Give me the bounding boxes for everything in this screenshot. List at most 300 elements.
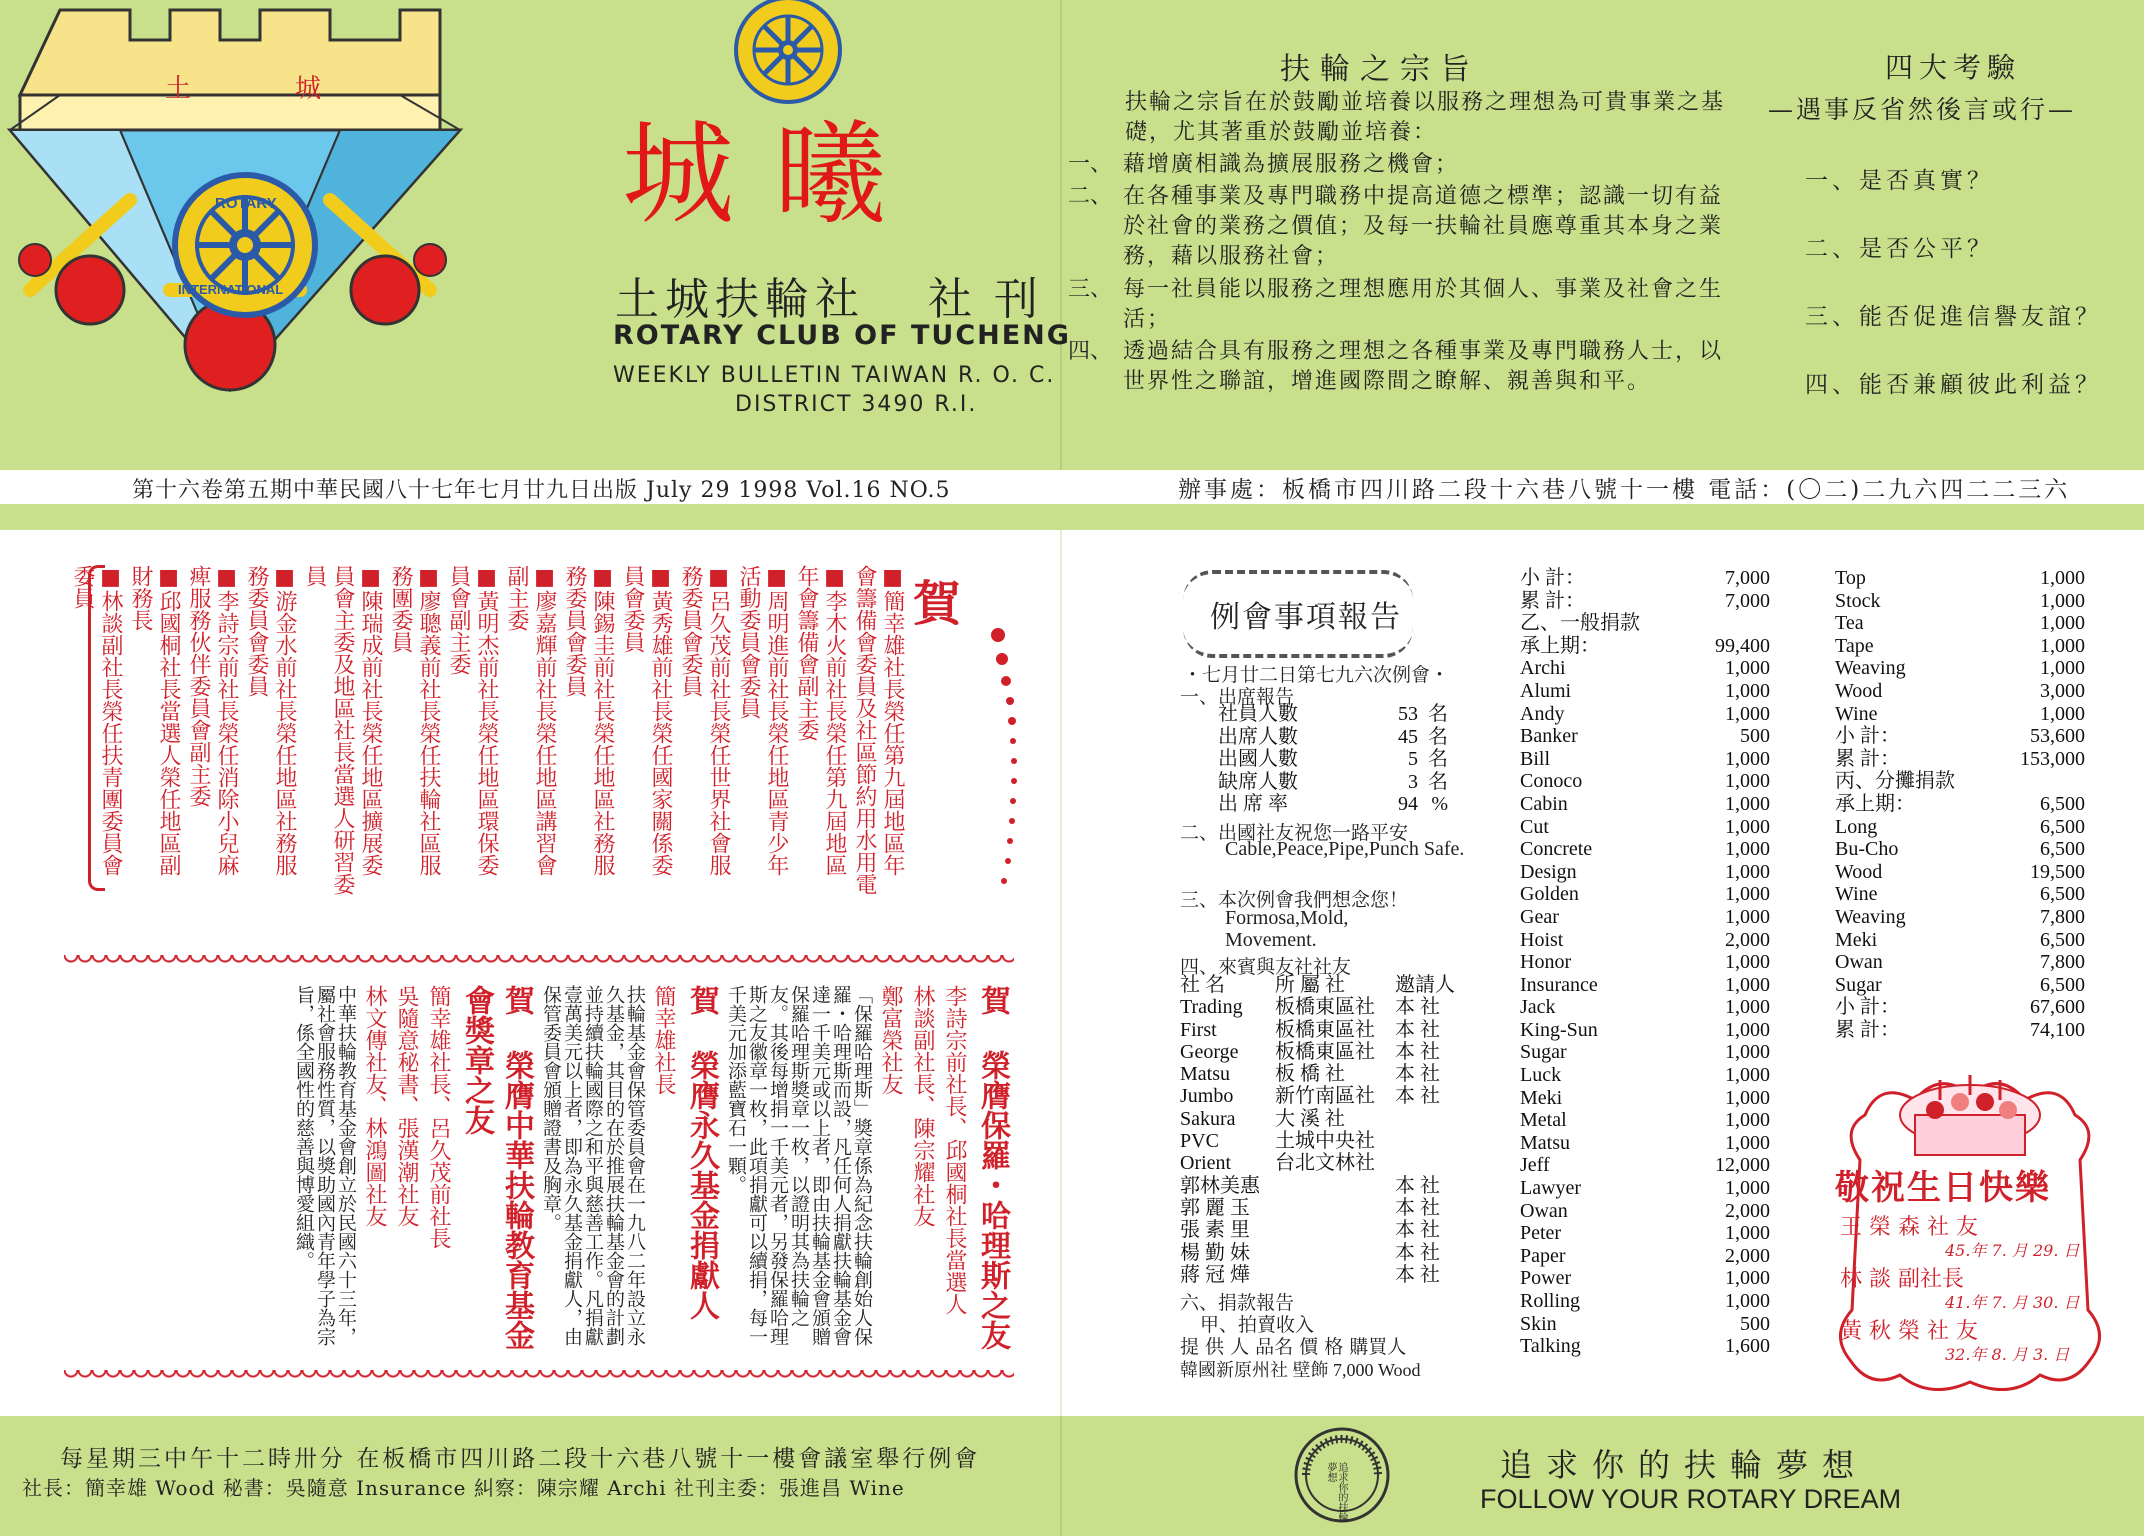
education-fund-title: 賀 榮膺中華扶輪教育基金會獎章之友 — [459, 985, 534, 1350]
donation-name: Tape — [1835, 634, 1874, 657]
attendance-unit: 名 — [1428, 770, 1448, 793]
donation-report-heading: 六、捐款報告 — [1180, 1292, 1295, 1314]
footer-seal-text: 追求你的扶輪夢想 — [1325, 1462, 1347, 1522]
auction-row: 韓國新原州社 壁飾 7,000 Wood — [1180, 1360, 1421, 1380]
rotary-wheel-icon — [728, 0, 848, 112]
donation-row — [1520, 861, 1770, 884]
attendance-label: 缺席人數 — [1218, 770, 1298, 793]
guest-row — [1180, 1152, 1455, 1174]
donation-name: Talking — [1520, 1335, 1581, 1358]
attendance-unit: 名 — [1428, 748, 1448, 771]
donation-row — [1520, 1177, 1770, 1200]
donation-name: Paper — [1520, 1244, 1566, 1267]
donation-name: 累 計： — [1835, 1018, 1900, 1041]
donation-name: Meki — [1835, 928, 1878, 951]
masthead-title: 城曦 — [622, 110, 926, 240]
attendance-table — [1218, 703, 1448, 816]
donation-row — [1835, 703, 2085, 726]
donation-amount: 1,600 — [1725, 1335, 1770, 1358]
donation-row — [1520, 657, 1770, 680]
attendance-unit: 名 — [1428, 703, 1448, 725]
attendance-label: 社員人數 — [1218, 703, 1298, 725]
paul-harris-title: 賀 榮膺保羅・哈理斯之友 — [975, 985, 1010, 1350]
donation-row — [1520, 929, 1770, 952]
object-item-3 — [1068, 275, 1728, 335]
donation-amount: 2,000 — [1725, 1244, 1770, 1267]
attendance-value: 5 — [1408, 748, 1418, 771]
guest-inviter: 本 社 — [1395, 1241, 1440, 1264]
donation-amount: 1,000 — [1725, 657, 1770, 680]
donation-amount: 99,400 — [1715, 634, 1770, 657]
donation-row — [1520, 1064, 1770, 1087]
donation-name: Stock — [1835, 589, 1881, 612]
object-item-text: 在各種事業及專門職務中提高道德之標準；認識一切有益於社會的業務之價值；及每一扶輪社員應尊重其本身之業務，藉以服務社會； — [1123, 184, 1724, 269]
guests-heading: 四、來賓與友社社友 — [1180, 956, 1352, 978]
donation-row — [1520, 635, 1770, 658]
donation-name: King-Sun — [1520, 1018, 1598, 1041]
guest-name: 郭林美惠 — [1180, 1174, 1260, 1197]
donation-row — [1520, 1200, 1770, 1223]
guest-club: 板橋東區社 — [1275, 1040, 1375, 1063]
issue-bar-left-text: 第十六卷第五期中華民國八十七年七月廿九日出版 July 29 1998 Vol.16 NO.5 — [132, 478, 951, 503]
donation-name: Archi — [1520, 657, 1566, 680]
donation-amount: 500 — [1740, 1312, 1770, 1335]
donation-row — [1520, 1019, 1770, 1042]
footer-fold — [1060, 1416, 1062, 1536]
congrats-title: 賀 — [913, 576, 962, 632]
donation-name: Wood — [1835, 860, 1883, 883]
donation-amount: 2,000 — [1725, 1199, 1770, 1222]
paul-harris-names: 李詩宗前社長、邱國桐社長當選人 — [942, 985, 967, 1315]
object-item-2 — [1068, 182, 1728, 272]
guest-name: Trading — [1180, 996, 1243, 1019]
issue-bar-right-text: 辦事處：板橋市四川路二段十六巷八號十一樓 電話：(〇二)二九六四二二三六 — [1178, 477, 2071, 503]
donation-amount: 1,000 — [1725, 747, 1770, 770]
attendance-heading: 一、出席報告 — [1180, 686, 1295, 708]
donation-row — [1835, 612, 2085, 635]
four-way-test-item-4: 四、能否兼顧彼此利益？ — [1805, 372, 2102, 398]
guests-col-name: 社 名 — [1180, 974, 1225, 996]
paul-harris-names-3: 鄭富榮社友 — [878, 985, 903, 1095]
scallop-border-bottom — [64, 1370, 1014, 1384]
attendance-value: 94 — [1398, 793, 1418, 816]
donation-amount: 1,000 — [1725, 860, 1770, 883]
donation-amount: 1,000 — [1725, 679, 1770, 702]
guest-name: First — [1180, 1018, 1217, 1041]
congrats-bottom-area — [92, 985, 1012, 1360]
guest-club — [1275, 1175, 1395, 1197]
donation-row — [1520, 1267, 1770, 1290]
donation-amount: 1,000 — [1725, 1018, 1770, 1041]
donation-name: 承上期： — [1520, 634, 1600, 657]
object-item-num: 一、 — [1068, 152, 1113, 177]
donation-amount: 1,000 — [1725, 1109, 1770, 1132]
club-name-en: ROTARY CLUB OF TUCHENG — [613, 320, 1071, 351]
donation-name: Bu-Cho — [1835, 838, 1899, 861]
issue-bar-bottom-strip — [0, 504, 2144, 530]
congrats-line: ■廖嘉輝前社長榮任地區講習會副主委 — [504, 565, 557, 876]
four-way-test-heading: 四大考驗 — [1885, 51, 2022, 84]
center-fold — [1060, 530, 1062, 1416]
birthday-date-2: 41.年 7. 月 30. 日 — [1945, 1293, 2080, 1312]
donation-name: Banker — [1520, 725, 1578, 748]
congrats-top-box — [70, 555, 1013, 905]
birthday-name-3: 黃 秋 榮 社 友 — [1840, 1319, 1978, 1344]
donation-row — [1835, 635, 2085, 658]
guest-club: 大 溪 社 — [1275, 1107, 1345, 1130]
guest-name: Matsu — [1180, 1063, 1230, 1086]
guest-inviter: 本 社 — [1395, 1196, 1440, 1219]
education-fund-body: 中華扶輪教育基金會創立於民國六十三年，屬社會服務性質，以獎助國內青年學子為宗旨，係全國性的慈善與博愛組織。 — [293, 985, 357, 1346]
object-item-text: 每一社員能以服務之理想應用於其個人、事業及社會之生活； — [1123, 277, 1724, 332]
donation-row — [1520, 1245, 1770, 1268]
bulletin-line-2: DISTRICT 3490 R.I. — [735, 392, 978, 417]
castle-text-right: 城 — [295, 74, 322, 104]
donation-name: Concrete — [1520, 838, 1593, 861]
donation-amount: 6,500 — [2040, 883, 2085, 906]
donation-row — [1835, 793, 2085, 816]
donation-name: 乙、一般捐款 — [1520, 612, 1640, 635]
donation-amount: 1,000 — [1725, 905, 1770, 928]
donation-amount: 6,500 — [2040, 815, 2085, 838]
donation-row — [1520, 1132, 1770, 1155]
guest-club: 板 橋 社 — [1275, 1063, 1345, 1086]
donation-amount: 2,000 — [1725, 928, 1770, 951]
object-item-num: 三、 — [1068, 277, 1113, 302]
absent-names: Formosa,Mold, Movement. — [1225, 907, 1349, 951]
guest-row — [1180, 1197, 1455, 1219]
guest-name: Sakura — [1180, 1107, 1236, 1130]
guest-club — [1275, 1242, 1395, 1264]
guest-inviter: 本 社 — [1395, 1085, 1440, 1108]
donation-row — [1520, 816, 1770, 839]
guest-club: 板橋東區社 — [1275, 1018, 1375, 1041]
guests-table — [1180, 974, 1455, 1286]
auction-header: 提 供 人 品名 價 格 購買人 — [1180, 1336, 1407, 1358]
donation-amount: 1,000 — [1725, 770, 1770, 793]
guest-row — [1180, 1085, 1455, 1107]
guest-name: 蔣 冠 燁 — [1180, 1263, 1250, 1286]
attendance-label: 出席人數 — [1218, 725, 1298, 748]
donation-amount: 1,000 — [1725, 1041, 1770, 1064]
guests-col-inviter: 邀請人 — [1395, 974, 1455, 996]
donation-name: 小 計： — [1835, 996, 1900, 1019]
donation-amount: 1,000 — [2040, 612, 2085, 635]
donation-row — [1835, 590, 2085, 613]
attendance-row — [1218, 771, 1448, 794]
top-banner-fold — [1060, 0, 1062, 470]
castle-text-left: 土 — [165, 74, 192, 104]
guest-inviter: 本 社 — [1395, 1040, 1440, 1063]
donation-name: Meki — [1520, 1086, 1563, 1109]
guest-row — [1180, 1130, 1455, 1152]
donation-row — [1520, 1313, 1770, 1336]
footer-meeting-info: 每星期三中午十二時卅分 在板橋市四川路二段十六巷八號十一樓會議室舉行例會 — [60, 1446, 981, 1472]
donation-row — [1520, 1041, 1770, 1064]
donation-name: Metal — [1520, 1109, 1567, 1132]
congrats-line: ■邱國桐社長當選人榮任地區副財務長 — [128, 565, 181, 876]
donation-name: 累 計： — [1520, 589, 1585, 612]
guest-name: PVC — [1180, 1130, 1219, 1153]
attendance-row — [1218, 748, 1448, 771]
donation-amount: 1,000 — [1725, 996, 1770, 1019]
bulletin-line-1: WEEKLY BULLETIN TAIWAN R. O. C. — [613, 363, 1056, 388]
guest-name: George — [1180, 1040, 1239, 1063]
donation-name: Lawyer — [1520, 1177, 1582, 1200]
guests-header-row — [1180, 974, 1455, 996]
donation-amount: 1,000 — [1725, 838, 1770, 861]
donation-name: Gear — [1520, 905, 1559, 928]
donation-amount: 1,000 — [2040, 702, 2085, 725]
object-heading: 扶輪之宗旨 — [1280, 52, 1480, 87]
congrats-line: ■周明進前社長榮任地區青少年活動委員會委員 — [736, 565, 789, 876]
guest-inviter: 本 社 — [1395, 1174, 1440, 1197]
donation-amount: 1,000 — [1725, 815, 1770, 838]
donation-row — [1520, 590, 1770, 613]
donation-name: Cabin — [1520, 792, 1568, 815]
donations-right-table — [1835, 567, 2085, 1041]
donation-amount: 1,000 — [1725, 1267, 1770, 1290]
guest-name: Orient — [1180, 1152, 1232, 1175]
donation-name: Jeff — [1520, 1154, 1550, 1177]
attendance-row — [1218, 793, 1448, 816]
donation-name: Wine — [1835, 883, 1878, 906]
congrats-line: ■陳錫圭前社長榮任地區社務服務委員會委員 — [562, 565, 615, 876]
donation-row — [1835, 861, 2085, 884]
object-item-num: 二、 — [1068, 184, 1113, 209]
donation-row — [1835, 770, 2085, 793]
donation-name: Tea — [1835, 612, 1864, 635]
donation-row — [1520, 906, 1770, 929]
donation-name: Top — [1835, 567, 1866, 589]
donations-mid-table — [1520, 567, 1770, 1358]
guest-name: 楊 勤 妹 — [1180, 1241, 1250, 1264]
donation-amount: 7,000 — [1725, 567, 1770, 589]
four-way-test-item-2: 二、是否公平？ — [1805, 236, 1994, 262]
birthday-title: 敬祝生日快樂 — [1835, 1168, 2051, 1208]
donation-row — [1835, 951, 2085, 974]
donation-amount: 67,600 — [2030, 996, 2085, 1019]
object-item-4 — [1068, 337, 1728, 397]
donation-row — [1835, 680, 2085, 703]
donation-amount: 7,800 — [2040, 905, 2085, 928]
guest-club — [1275, 1219, 1395, 1241]
donation-name: Rolling — [1520, 1290, 1581, 1312]
donation-amount: 74,100 — [2030, 1018, 2085, 1041]
donation-amount: 1,000 — [1725, 951, 1770, 974]
donation-amount: 1,000 — [1725, 883, 1770, 906]
donation-row — [1835, 838, 2085, 861]
donation-amount: 1,000 — [1725, 702, 1770, 725]
congrats-line: ■簡幸雄社長榮任第九屆地區年會籌備會委員及社區節約用水用電 — [852, 565, 905, 895]
congrats-line: ■黃明杰前社長榮任地區環保委員會副主委 — [446, 565, 499, 876]
guest-inviter: 本 社 — [1395, 1263, 1440, 1286]
attendance-value: 53 — [1398, 703, 1418, 725]
abroad-names: Cable,Peace,Pipe,Punch Safe. — [1225, 838, 1465, 860]
congrats-line: ■黃秀雄前社長榮任國家關係委員會委員 — [620, 565, 673, 876]
donation-name: Owan — [1520, 1199, 1568, 1222]
object-item-1 — [1068, 150, 1728, 180]
attendance-value: 45 — [1398, 725, 1418, 748]
attendance-value: 3 — [1408, 770, 1418, 793]
meeting-line: ・七月廿二日第七九六次例會・ — [1183, 664, 1450, 686]
donation-row — [1520, 883, 1770, 906]
donation-name: Golden — [1520, 883, 1579, 906]
guest-row — [1180, 1041, 1455, 1063]
donation-row — [1835, 883, 2085, 906]
donation-row — [1520, 770, 1770, 793]
donation-row — [1835, 996, 2085, 1019]
birthday-date-1: 45.年 7. 月 29. 日 — [1945, 1241, 2080, 1260]
guest-name: 郭 麗 玉 — [1180, 1196, 1250, 1219]
donation-name: 小 計： — [1835, 725, 1900, 748]
endowment-body: 扶輪基金會保管委員會在一九八二年設立永久基金，其目的在於推展扶輪基金會的計劃並持續扶輪國際之和平與慈善工作。凡捐獻壹萬美元以上者，即為永久基金捐獻人，由保管委員會頒贈證書及胸章。 — [540, 985, 646, 1346]
congrats-line: ■陳瑞成前社長榮任地區擴展委員會主委及地區社長當選人研習委員 — [302, 565, 383, 895]
donation-name: Jack — [1520, 996, 1556, 1019]
object-item-text: 藉增廣相識為擴展服務之機會； — [1123, 152, 1460, 177]
guests-col-club: 所 屬 社 — [1275, 974, 1345, 996]
donation-row — [1520, 951, 1770, 974]
donation-row — [1520, 1222, 1770, 1245]
donation-amount: 1,000 — [1725, 792, 1770, 815]
four-way-test-item-3: 三、能否促進信譽友誼？ — [1805, 304, 2102, 330]
guest-inviter: 本 社 — [1395, 1018, 1440, 1041]
donation-name: 丙、分攤捐款 — [1835, 770, 1955, 793]
guest-row — [1180, 1063, 1455, 1085]
attendance-label: 出 席 率 — [1218, 793, 1288, 816]
scallop-border-top — [64, 955, 1014, 969]
donation-name: Cut — [1520, 815, 1549, 838]
donation-amount: 1,000 — [1725, 1177, 1770, 1200]
donation-name: Honor — [1520, 951, 1572, 974]
guest-row — [1180, 1019, 1455, 1041]
donation-row — [1520, 1290, 1770, 1313]
donation-amount: 1,000 — [1725, 1131, 1770, 1154]
donation-amount: 6,500 — [2040, 792, 2085, 815]
congrats-line: ■李木火前社長榮任第九屆地區年會籌備會副主委 — [794, 565, 847, 876]
donation-name: Long — [1835, 815, 1878, 838]
donation-name: 累 計： — [1835, 747, 1900, 770]
donation-row — [1835, 567, 2085, 590]
donation-row — [1520, 974, 1770, 997]
donation-amount: 12,000 — [1715, 1154, 1770, 1177]
guest-name: 張 素 里 — [1180, 1219, 1250, 1242]
donation-row — [1520, 793, 1770, 816]
education-fund-names-2: 吳隨意秘書、張漢潮社友 — [394, 985, 419, 1227]
donation-amount: 153,000 — [2020, 747, 2085, 770]
guest-row — [1180, 1264, 1455, 1286]
donation-name: Power — [1520, 1267, 1572, 1290]
donation-row — [1835, 1019, 2085, 1042]
donation-name: Bill — [1520, 747, 1551, 770]
paul-harris-body: 「保羅哈理斯」獎章係為紀念扶輪創始人保羅・哈理斯而設，凡任何人捐獻扶輪基金會達一千美元或以上者，即由扶輪基金會頒贈保羅哈理斯獎章一枚，以證明其為扶輪之友。其後每增捐一千美元者，另發保羅哈理斯之友徽章一枚，此項捐獻可以續捐，每一千美元加添藍寶石一顆。 — [725, 985, 873, 1346]
donation-amount: 6,500 — [2040, 928, 2085, 951]
object-item-text: 透過結合具有服務之理想之各種事業及專門職務人士，以世界性之聯誼，增進國際間之瞭解、親善與和平。 — [1123, 339, 1724, 394]
object-intro: 扶輪之宗旨在於鼓勵並培養以服務之理想為可貴事業之基礎，尤其著重於鼓勵並培養： — [1125, 90, 1726, 145]
donation-amount: 1,000 — [1725, 1222, 1770, 1245]
congrats-dots — [968, 625, 1028, 895]
guest-club: 台北文林社 — [1275, 1152, 1375, 1175]
donation-row — [1520, 748, 1770, 771]
congrats-line: ■李詩宗前社長榮任消除小兒麻痺服務伙伴委員會副主委 — [186, 565, 239, 876]
attendance-unit: 名 — [1428, 725, 1448, 748]
donation-name: Insurance — [1520, 973, 1598, 996]
donation-row — [1520, 680, 1770, 703]
donation-amount: 1,000 — [1725, 1086, 1770, 1109]
donation-name: Sugar — [1835, 973, 1882, 996]
donation-row — [1520, 703, 1770, 726]
attendance-unit: % — [1431, 793, 1448, 816]
donation-row — [1520, 1109, 1770, 1132]
guest-row — [1180, 1108, 1455, 1130]
education-fund-names: 簡幸雄社長、呂久茂前社長 — [426, 985, 451, 1249]
guest-club: 板橋東區社 — [1275, 996, 1375, 1019]
donation-row — [1520, 1335, 1770, 1358]
donation-amount: 1,000 — [2040, 657, 2085, 680]
donation-name: Hoist — [1520, 928, 1564, 951]
congrats-line: ■林談副社長榮任扶青團委員會委員 — [70, 565, 123, 876]
donation-name: Design — [1520, 860, 1577, 883]
donation-row — [1835, 906, 2085, 929]
donation-name: Weaving — [1835, 657, 1906, 680]
donation-row — [1520, 838, 1770, 861]
donation-amount: 3,000 — [2040, 679, 2085, 702]
club-name-zh: 土城扶輪社 — [615, 274, 865, 325]
donation-row — [1520, 1154, 1770, 1177]
logo-emblem-bottom: INTERNATIONAL — [178, 282, 284, 297]
guest-name: Jumbo — [1180, 1085, 1234, 1108]
attendance-row — [1218, 703, 1448, 726]
donation-name: Luck — [1520, 1064, 1562, 1087]
donation-row — [1520, 725, 1770, 748]
donation-name: Wine — [1835, 702, 1878, 725]
donation-name: Wood — [1835, 679, 1883, 702]
donation-amount: 500 — [1740, 725, 1770, 748]
abroad-heading: 二、出國社友祝您一路平安 — [1180, 822, 1409, 844]
donation-amount: 1,000 — [2040, 634, 2085, 657]
guest-club — [1275, 1197, 1395, 1219]
footer-officers: 社長：簡幸雄 Wood 秘書：吳隨意 Insurance 糾察：陳宗耀 Archi 社刊主委：張進昌 Wine — [22, 1476, 905, 1500]
donation-amount: 53,600 — [2030, 725, 2085, 748]
donation-amount: 19,500 — [2030, 860, 2085, 883]
attendance-label: 出國人數 — [1218, 748, 1298, 771]
guest-club — [1275, 1264, 1395, 1286]
endowment-names: 簡幸雄社長 — [651, 985, 676, 1095]
guest-row — [1180, 996, 1455, 1018]
auction-heading: 甲、拍賣收入 — [1200, 1314, 1315, 1336]
guest-row — [1180, 1242, 1455, 1264]
congrats-line: ■呂久茂前社長榮任世界社會服務委員會委員 — [678, 565, 731, 876]
club-bulletin-zh: 社刊 — [928, 274, 1060, 325]
endowment-title: 賀 榮膺永久基金捐獻人 — [684, 985, 719, 1320]
education-fund-names-3: 林文傳社友、林鴻圖社友 — [362, 985, 387, 1227]
congrats-line: ■游金水前社長榮任地區社務服務委員會委員 — [244, 565, 297, 876]
donation-amount: 6,500 — [2040, 838, 2085, 861]
birthday-name-1: 王 榮 森 社 友 — [1840, 1215, 1978, 1240]
donation-amount: 1,000 — [1725, 973, 1770, 996]
donation-name: Owan — [1835, 951, 1883, 974]
logo-emblem-top: ROTARY — [215, 195, 277, 212]
donation-row — [1835, 816, 2085, 839]
donation-row — [1835, 725, 2085, 748]
donation-amount: 7,800 — [2040, 951, 2085, 974]
donation-row — [1520, 567, 1770, 590]
donation-amount: 1,000 — [2040, 589, 2085, 612]
donation-name: Conoco — [1520, 770, 1583, 793]
donation-amount: 6,500 — [2040, 973, 2085, 996]
donation-row — [1835, 657, 2085, 680]
guest-club: 土城中央社 — [1275, 1130, 1375, 1153]
